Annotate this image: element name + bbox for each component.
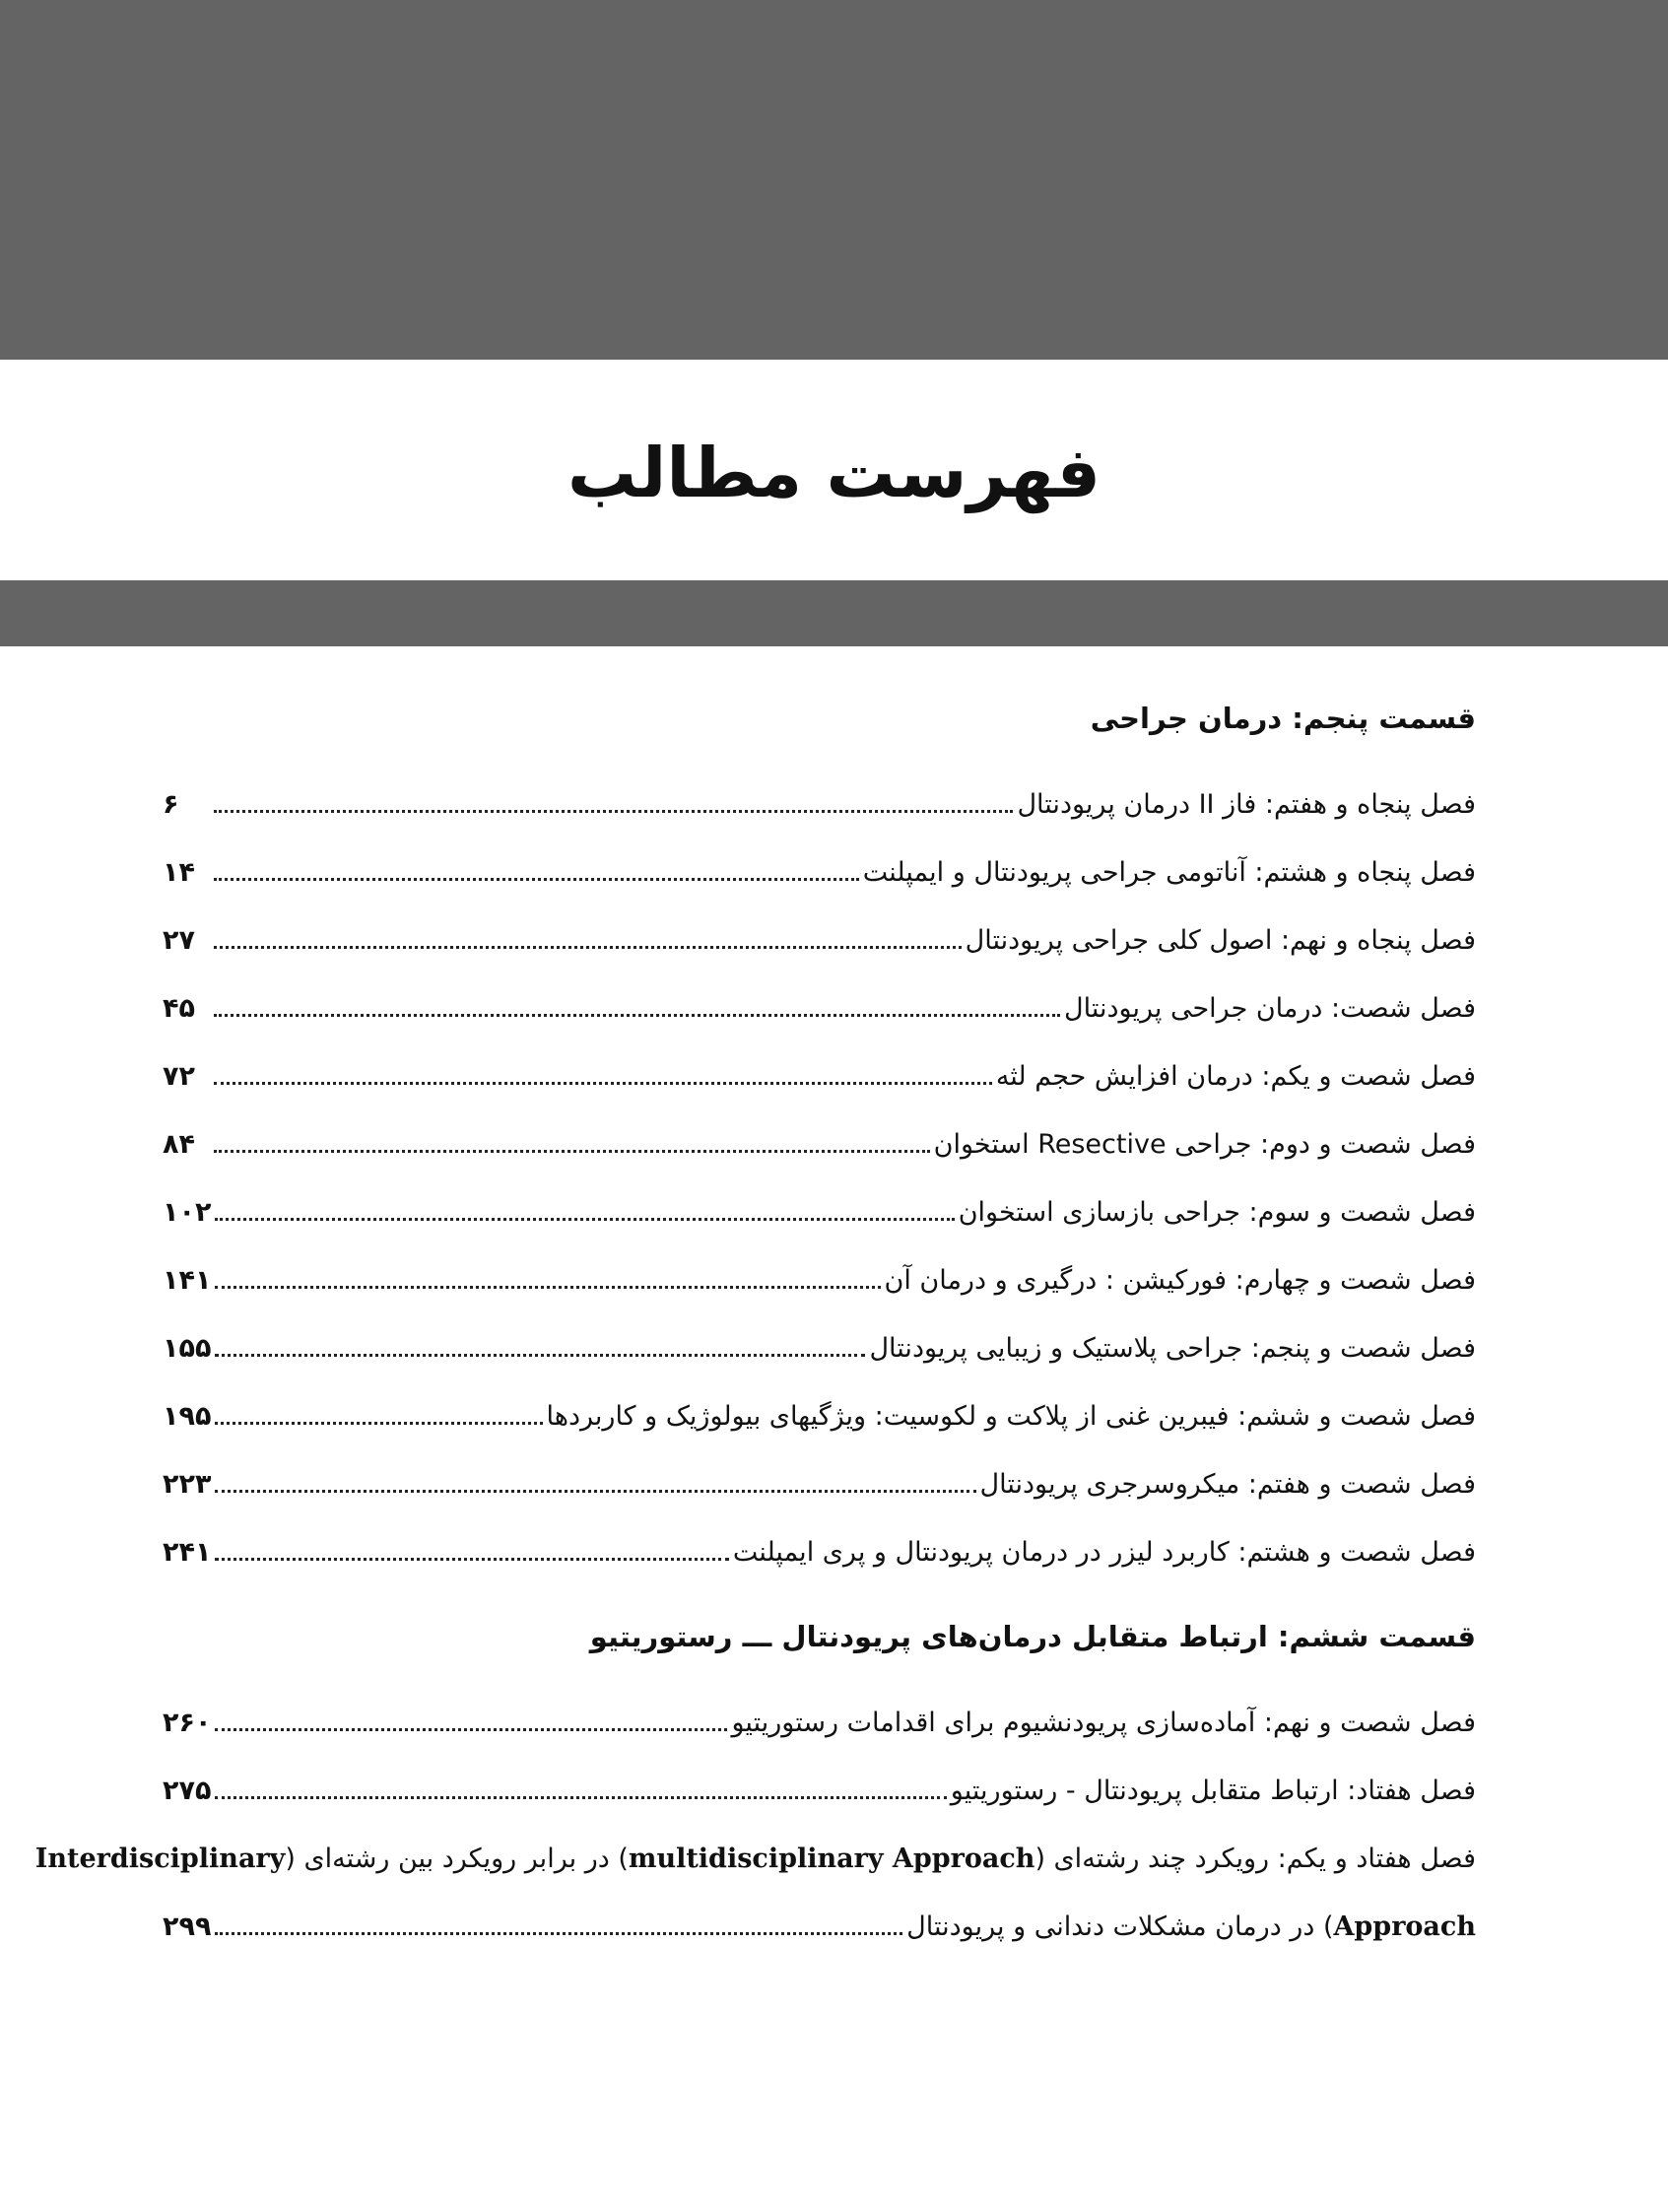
chapter-title: فصل هفتاد: ارتباط متقابل پریودنتال - رستوریتیو <box>950 1776 1476 1806</box>
chapter-title: فصل شصت و سوم: جراحی بازسازی استخوان <box>958 1197 1476 1228</box>
chapter-title: فصل شصت و هشتم: کاربرد لیزر در درمان پریودنتال و پری ایمپلنت <box>732 1537 1476 1568</box>
page-number: ۲۲۳ <box>163 1469 212 1500</box>
toc-entry[interactable] <box>163 1704 1476 1743</box>
chapter-title-part: ) در برابر رویکرد بین رشته‌ای ( <box>285 1843 629 1874</box>
page-number: ۴۵ <box>163 993 195 1024</box>
toc-entry[interactable] <box>163 1193 1476 1233</box>
chapter-title: فصل پنجاه و هفتم: فاز II درمان پریودنتال <box>1017 789 1476 820</box>
page-number: ۱۹۵ <box>163 1401 212 1432</box>
header-band <box>0 0 1668 360</box>
chapter-title-part: فصل هفتاد و یکم: رویکرد چند رشته‌ای ( <box>1034 1843 1476 1874</box>
chapter-title-latin: multidisciplinary Approach <box>628 1843 1035 1874</box>
page-number: ۲۷ <box>163 925 195 956</box>
leader-dots <box>214 1013 1060 1017</box>
page-number: ۶ <box>163 789 179 820</box>
title-band <box>0 580 1668 646</box>
page-number: ۷۲ <box>163 1061 195 1092</box>
toc-entry[interactable] <box>163 1397 1476 1437</box>
leader-dots <box>214 1081 992 1085</box>
leader-dots <box>215 1421 542 1425</box>
section-heading: قسمت ششم: ارتباط متقابل درمان‌های پریودنتال ـــ رستوریتیو <box>589 1620 1476 1653</box>
toc-entry[interactable] <box>163 1772 1476 1811</box>
chapter-title: فصل شصت و پنجم: جراحی پلاستیک و زیبایی پریودنتال <box>869 1333 1476 1364</box>
page-number: ۲۶۰ <box>163 1708 212 1738</box>
leader-dots <box>214 877 859 881</box>
leader-dots <box>214 809 1013 813</box>
page-number: ۲۷۵ <box>163 1776 212 1806</box>
page-number: ۱۴۱ <box>163 1265 212 1296</box>
page-number: ۸۴ <box>163 1129 195 1160</box>
leader-dots <box>214 1149 930 1153</box>
chapter-title: فصل شصت و هفتم: میکروسرجری پریودنتال <box>979 1469 1476 1500</box>
chapter-title: فصل شصت: درمان جراحی پریودنتال <box>1063 993 1476 1024</box>
toc-entry[interactable] <box>163 1261 1476 1301</box>
leader-dots <box>215 1557 728 1561</box>
toc-entry[interactable] <box>163 1533 1476 1573</box>
toc-entry[interactable] <box>163 853 1476 893</box>
toc-entry[interactable] <box>163 921 1476 961</box>
page-title: فهرست مطالب <box>567 433 1101 513</box>
chapter-title: فصل شصت و ششم: فیبرین غنی از پلاکت و لکوسیت: ویژگیهای بیولوژیک و کاربردها <box>546 1401 1476 1432</box>
section-heading: قسمت پنجم: درمان جراحی <box>1090 702 1476 735</box>
toc-entry[interactable] <box>163 1057 1476 1097</box>
toc-entry-long-line2[interactable] <box>163 1908 1476 1947</box>
chapter-title-latin: Interdisciplinary <box>34 1843 286 1874</box>
chapter-title: فصل پنجاه و نهم: اصول کلی جراحی پریودنتال <box>965 925 1476 956</box>
toc-entry[interactable] <box>163 989 1476 1029</box>
chapter-title: فصل شصت و دوم: جراحی Resective استخوان <box>933 1129 1476 1160</box>
leader-dots <box>215 1931 902 1935</box>
leader-dots <box>215 1353 865 1357</box>
leader-dots <box>215 1217 954 1221</box>
leader-dots <box>215 1489 975 1493</box>
leader-dots <box>215 1795 946 1799</box>
chapter-title: فصل شصت و چهارم: فورکیشن : درگیری و درمان آن <box>884 1265 1476 1296</box>
toc-entry-long-line1[interactable] <box>34 1840 1476 1879</box>
chapter-title <box>906 1908 1476 1947</box>
chapter-title-part: ) در درمان مشکلات دندانی و پریودنتال <box>906 1911 1334 1942</box>
leader-dots <box>215 1285 880 1289</box>
page-number: ۲۹۹ <box>163 1911 212 1942</box>
page-number: ۱۴ <box>163 857 195 888</box>
toc-entry[interactable] <box>163 1329 1476 1369</box>
chapter-title: فصل شصت و یکم: درمان افزایش حجم لثه <box>995 1061 1476 1092</box>
toc-entry[interactable] <box>163 1465 1476 1505</box>
leader-dots <box>214 945 962 949</box>
page-number: ۱۰۲ <box>163 1197 212 1228</box>
chapter-title-latin: Approach <box>1333 1911 1476 1942</box>
toc-entry[interactable] <box>163 785 1476 825</box>
chapter-title: فصل پنجاه و هشتم: آناتومی جراحی پریودنتال و ایمپلنت <box>862 857 1476 888</box>
page-number: ۲۴۱ <box>163 1537 212 1568</box>
page-number: ۱۵۵ <box>163 1333 212 1364</box>
chapter-title: فصل شصت و نهم: آماده‌سازی پریودنشیوم برای اقدامات رستوریتیو <box>731 1708 1476 1738</box>
toc-entry[interactable] <box>163 1125 1476 1165</box>
leader-dots <box>215 1727 727 1731</box>
